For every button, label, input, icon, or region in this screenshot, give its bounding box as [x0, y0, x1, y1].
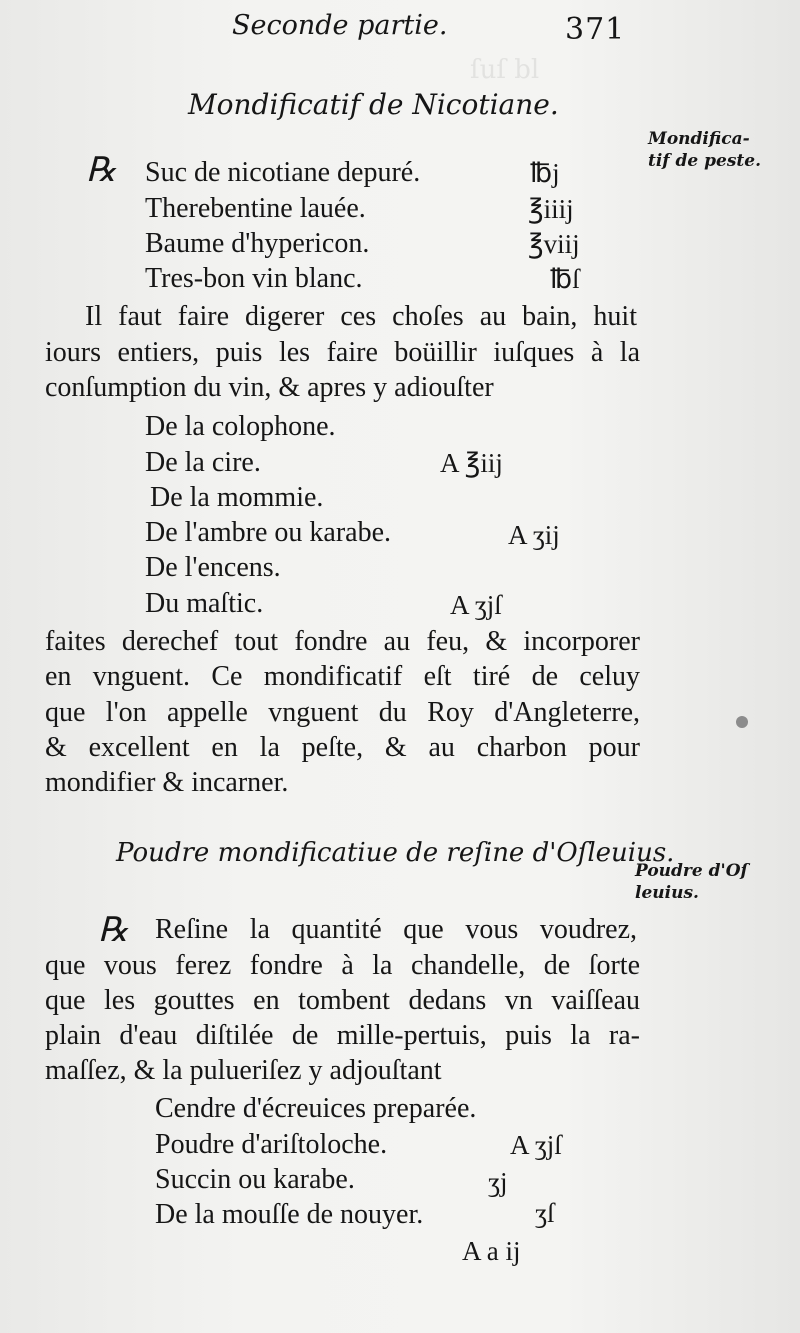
ingredient-quantity: ℥iiij	[528, 194, 574, 224]
ingredient-name: De la colophone.	[145, 411, 336, 442]
ingredient-name: Du maſtic.	[145, 588, 264, 619]
margin-note	[635, 860, 748, 904]
ingredient-name: De la mouſſe de nouyer.	[155, 1199, 424, 1230]
paragraph-line: que les gouttes en tombent dedans vn vaiſſeau	[45, 985, 640, 1016]
ingredient-name: Cendre d'écreuices preparée.	[155, 1093, 477, 1124]
bleed-through-text: ſuſ bl	[470, 55, 540, 85]
paragraph-line: Reſine la quantité que vous voudrez,	[155, 914, 637, 945]
final-quantity: A a ij	[462, 1236, 521, 1266]
ingredient-name: Poudre d'ariſtoloche.	[155, 1129, 388, 1160]
page-number: 371	[565, 12, 626, 47]
paragraph-line: Il faut faire digerer ces choſes au bain, huit	[85, 301, 637, 332]
ingredient-name: De l'encens.	[145, 552, 281, 583]
ingredient-name: De la mommie.	[150, 482, 324, 513]
ingredient-name: De la cire.	[145, 447, 261, 478]
ingredient-name: De l'ambre ou karabe.	[145, 517, 392, 548]
ingredient-quantity: A ℥iij	[440, 448, 503, 478]
paragraph-line: maſſez, & la pulueriſez y adjouſtant	[45, 1055, 442, 1086]
paragraph-line: que vous ferez fondre à la chandelle, de ſorte	[45, 950, 640, 981]
running-header-title: Seconde partie.	[232, 10, 448, 41]
ink-spot	[736, 716, 748, 728]
margin-note-line: Mondifica-	[648, 129, 750, 149]
paragraph-line: iours entiers, puis les faire boüillir iuſques à la	[45, 337, 640, 368]
ingredient-quantity: ℔j	[530, 158, 560, 188]
margin-note	[648, 128, 761, 172]
paragraph-line: plain d'eau diſtilée de mille-pertuis, puis la ra-	[45, 1020, 640, 1051]
paragraph-line: faites derechef tout fondre au feu, & incorporer	[45, 626, 640, 657]
recipe-symbol-icon: ℞	[86, 150, 117, 190]
paragraph-line: en vnguent. Ce mondificatif eſt tiré de celuy	[45, 661, 640, 692]
ingredient-quantity: ʒſ	[535, 1198, 555, 1228]
ingredient-quantity: A ʒjſ	[450, 590, 502, 620]
ingredient-quantity: A ʒjſ	[510, 1130, 562, 1160]
margin-note-line: tif de peste.	[648, 151, 762, 171]
ingredient-quantity: A ʒij	[508, 520, 560, 550]
ingredient-name: Succin ou karabe.	[155, 1164, 355, 1195]
ingredient-name: Baume d'hypericon.	[145, 228, 370, 259]
paragraph-line: & excellent en la peſte, & au charbon pour	[45, 732, 640, 763]
ingredient-quantity: ʒj	[488, 1167, 508, 1197]
ingredient-name: Suc de nicotiane depuré.	[145, 157, 421, 188]
recipe-symbol-icon: ℞	[98, 910, 129, 950]
margin-note-line: leuius.	[635, 883, 699, 903]
ingredient-name: Therebentine lauée.	[145, 193, 366, 224]
section-heading: Mondificatif de Nicotiane.	[188, 88, 559, 121]
paragraph-line: que l'on appelle vnguent du Roy d'Angleterre,	[45, 697, 640, 728]
paragraph-line: conſumption du vin, & apres y adiouſter	[45, 372, 494, 403]
paragraph-line: mondifier & incarner.	[45, 767, 289, 798]
ingredient-quantity: ℥viij	[528, 229, 580, 259]
margin-note-line: Poudre d'Oſ	[635, 861, 748, 881]
ingredient-quantity: ℔ſ	[550, 264, 580, 294]
section-heading: Poudre mondificatiue de reſine d'Oſleuius.	[116, 838, 675, 868]
ingredient-name: Tres-bon vin blanc.	[145, 263, 363, 294]
